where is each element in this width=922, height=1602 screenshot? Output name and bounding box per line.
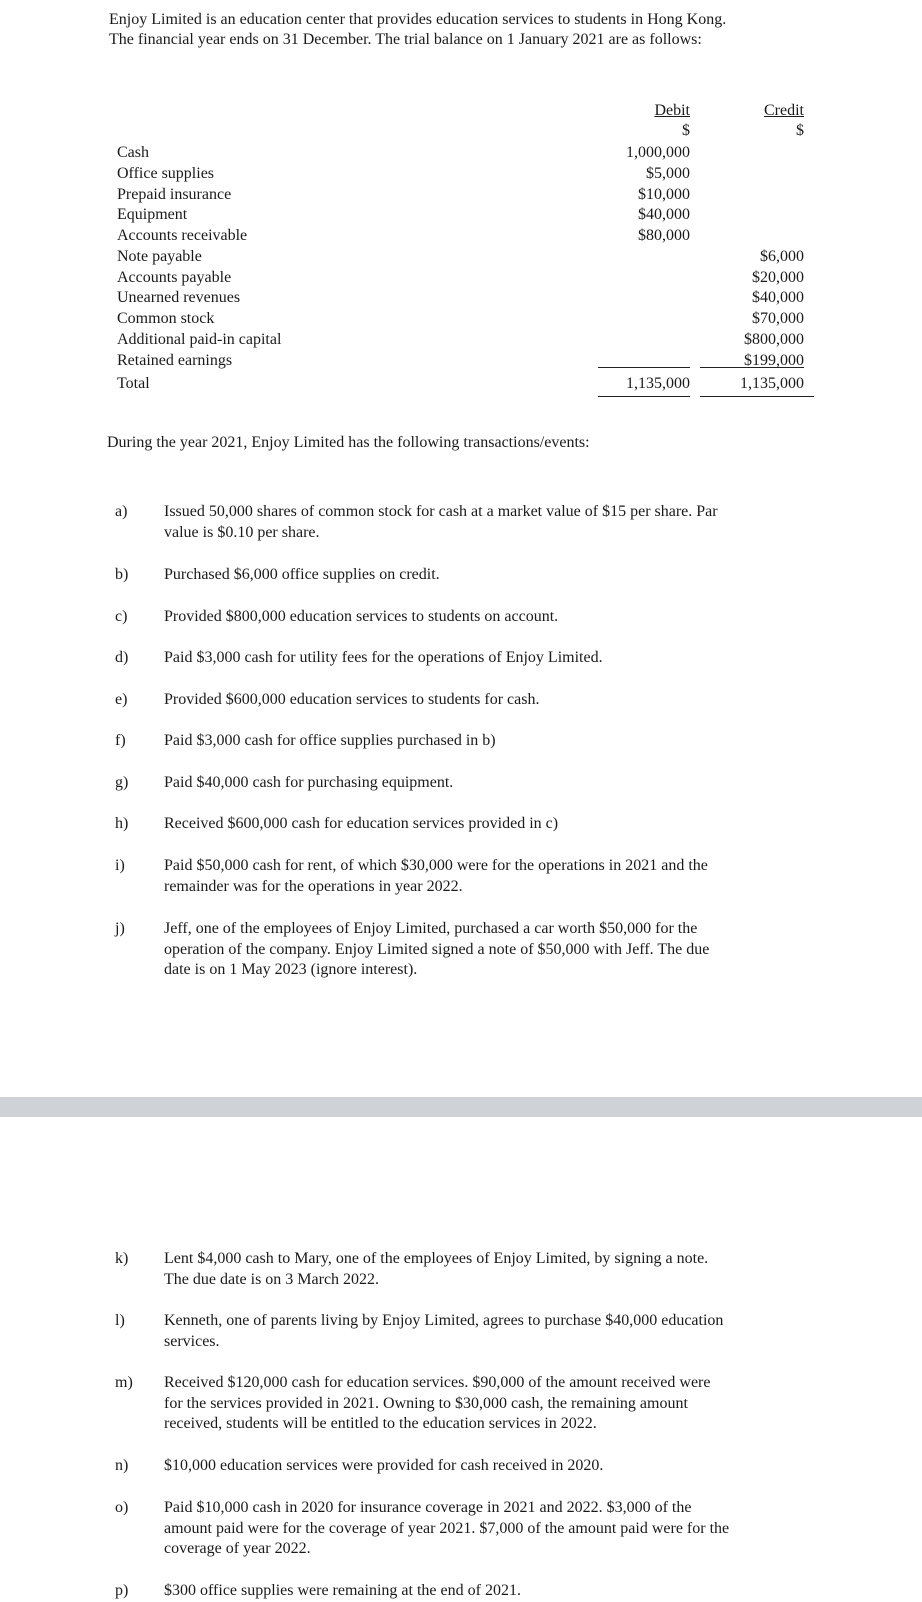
transaction-text	[164, 1249, 804, 1290]
transaction-line: operation of the company. Enjoy Limited signed a note of $50,000 with Jeff. The due	[164, 940, 710, 958]
intro-line: The financial year ends on 31 December. The trial balance on 1 January 2021 are as follows:	[109, 31, 702, 48]
transaction-label: b)	[115, 566, 129, 583]
transaction-line: Paid $10,000 cash in 2020 for insurance coverage in 2021 and 2022. $3,000 of the	[164, 1499, 692, 1516]
transaction-label: i)	[115, 857, 125, 874]
transaction-line: Paid $50,000 cash for rent, of which $30,000 were for the operations in 2021 and the	[164, 857, 708, 874]
transaction-label: c)	[115, 608, 128, 625]
intro-paragraph	[109, 10, 899, 50]
transaction-line: Lent $4,000 cash to Mary, one of the employees of Enjoy Limited, by signing a note.	[164, 1250, 709, 1267]
transaction-text	[164, 565, 804, 586]
transaction-label: n)	[115, 1457, 129, 1474]
transaction-text	[164, 1456, 804, 1477]
transaction-label: p)	[115, 1582, 129, 1599]
credit-total-rule	[700, 367, 804, 368]
transactions-intro: During the year 2021, Enjoy Limited has the following transactions/events:	[107, 434, 590, 451]
debit-currency: $	[682, 122, 690, 139]
account-name: Accounts receivable	[117, 227, 248, 244]
page-divider	[0, 1097, 922, 1117]
transaction-line: Paid $3,000 cash for office supplies purchased in b)	[164, 732, 496, 749]
transaction-line: amount paid were for the coverage of year 2021. $7,000 of the amount paid were for the	[164, 1519, 730, 1537]
transaction-line: Jeff, one of the employees of Enjoy Limited, purchased a car worth $50,000 for the	[164, 920, 698, 937]
total-credit: 1,135,000	[740, 375, 804, 392]
credit-amount: $70,000	[752, 310, 804, 327]
transaction-line: $10,000 education services were provided for cash received in 2020.	[164, 1457, 604, 1474]
account-name: Note payable	[117, 247, 202, 265]
transaction-text	[164, 690, 804, 711]
transaction-label: k)	[115, 1250, 129, 1267]
transaction-text	[164, 856, 804, 897]
transaction-line: services.	[164, 1332, 220, 1350]
transaction-line: Received $600,000 cash for education services provided in c)	[164, 815, 559, 832]
transaction-label: l)	[115, 1312, 125, 1329]
account-name: Equipment	[117, 206, 188, 224]
account-name: Unearned revenues	[117, 289, 241, 307]
transaction-line: Provided $800,000 education services to students on account.	[164, 608, 559, 625]
debit-header: Debit	[654, 102, 690, 119]
credit-amount: $40,000	[752, 289, 804, 307]
transaction-label: e)	[115, 691, 128, 708]
transaction-text	[164, 1581, 804, 1602]
transaction-text	[164, 814, 804, 835]
credit-amount: $20,000	[752, 268, 804, 286]
transaction-label: d)	[115, 649, 129, 666]
transaction-line: Paid $3,000 cash for utility fees for the operations of Enjoy Limited.	[164, 649, 603, 666]
transaction-text	[164, 1373, 804, 1435]
transaction-line: value is $0.10 per share.	[164, 523, 320, 541]
transaction-text	[164, 1311, 804, 1352]
credit-currency: $	[796, 122, 804, 139]
transaction-line: Issued 50,000 shares of common stock for cash at a market value of $15 per share. Par	[164, 503, 718, 520]
debit-double-rule	[598, 396, 690, 397]
transaction-text	[164, 1498, 804, 1560]
transaction-line: date is on 1 May 2023 (ignore interest).	[164, 961, 418, 978]
total-debit: 1,135,000	[626, 375, 690, 392]
account-name: Cash	[117, 144, 149, 161]
transaction-line: Purchased $6,000 office supplies on credit.	[164, 566, 440, 583]
transaction-line: Kenneth, one of parents living by Enjoy Limited, agrees to purchase $40,000 education	[164, 1312, 724, 1329]
credit-header: Credit	[764, 102, 804, 119]
credit-amount: $199,000	[744, 351, 804, 369]
debit-amount: $10,000	[638, 185, 690, 203]
transaction-label: m)	[115, 1374, 133, 1391]
account-name: Additional paid-in capital	[117, 330, 282, 348]
transaction-line: coverage of year 2022.	[164, 1540, 311, 1557]
transaction-line: Provided $600,000 education services to students for cash.	[164, 691, 540, 708]
transaction-text	[164, 919, 804, 981]
account-name: Prepaid insurance	[117, 185, 232, 203]
transaction-text	[164, 648, 804, 669]
debit-total-rule	[598, 367, 690, 368]
debit-amount: $80,000	[638, 227, 690, 244]
transaction-line: Paid $40,000 cash for purchasing equipment.	[164, 774, 454, 791]
transaction-label: a)	[115, 503, 128, 520]
transaction-line: for the services provided in 2021. Owning to $30,000 cash, the remaining amount	[164, 1394, 688, 1412]
transaction-line: received, students will be entitled to the education services in 2022.	[164, 1415, 597, 1432]
transaction-label: h)	[115, 815, 129, 832]
transaction-label: j)	[115, 920, 125, 937]
account-name: Common stock	[117, 310, 215, 327]
transaction-line: $300 office supplies were remaining at the end of 2021.	[164, 1582, 521, 1599]
account-name: Office supplies	[117, 164, 215, 182]
transaction-label: g)	[115, 774, 129, 791]
transaction-line: The due date is on 3 March 2022.	[164, 1270, 380, 1288]
transaction-text	[164, 773, 804, 794]
transaction-line: Received $120,000 cash for education services. $90,000 of the amount received were	[164, 1374, 711, 1391]
account-name: Retained earnings	[117, 351, 233, 369]
account-name: Accounts payable	[117, 268, 232, 286]
transaction-text	[164, 607, 804, 628]
transaction-label: f)	[115, 732, 126, 749]
debit-amount: $5,000	[646, 164, 690, 182]
credit-amount: $6,000	[760, 247, 804, 265]
transaction-line: remainder was for the operations in year 2022.	[164, 877, 463, 895]
intro-line: Enjoy Limited is an education center that provides education services to students in Hong Kong.	[109, 11, 727, 28]
transaction-text	[164, 731, 804, 752]
total-label: Total	[117, 375, 150, 392]
debit-amount: 1,000,000	[626, 144, 690, 161]
credit-double-rule	[700, 396, 814, 397]
credit-amount: $800,000	[744, 330, 804, 348]
transaction-label: o)	[115, 1499, 129, 1516]
debit-amount: $40,000	[638, 206, 690, 224]
transaction-text	[164, 502, 804, 543]
